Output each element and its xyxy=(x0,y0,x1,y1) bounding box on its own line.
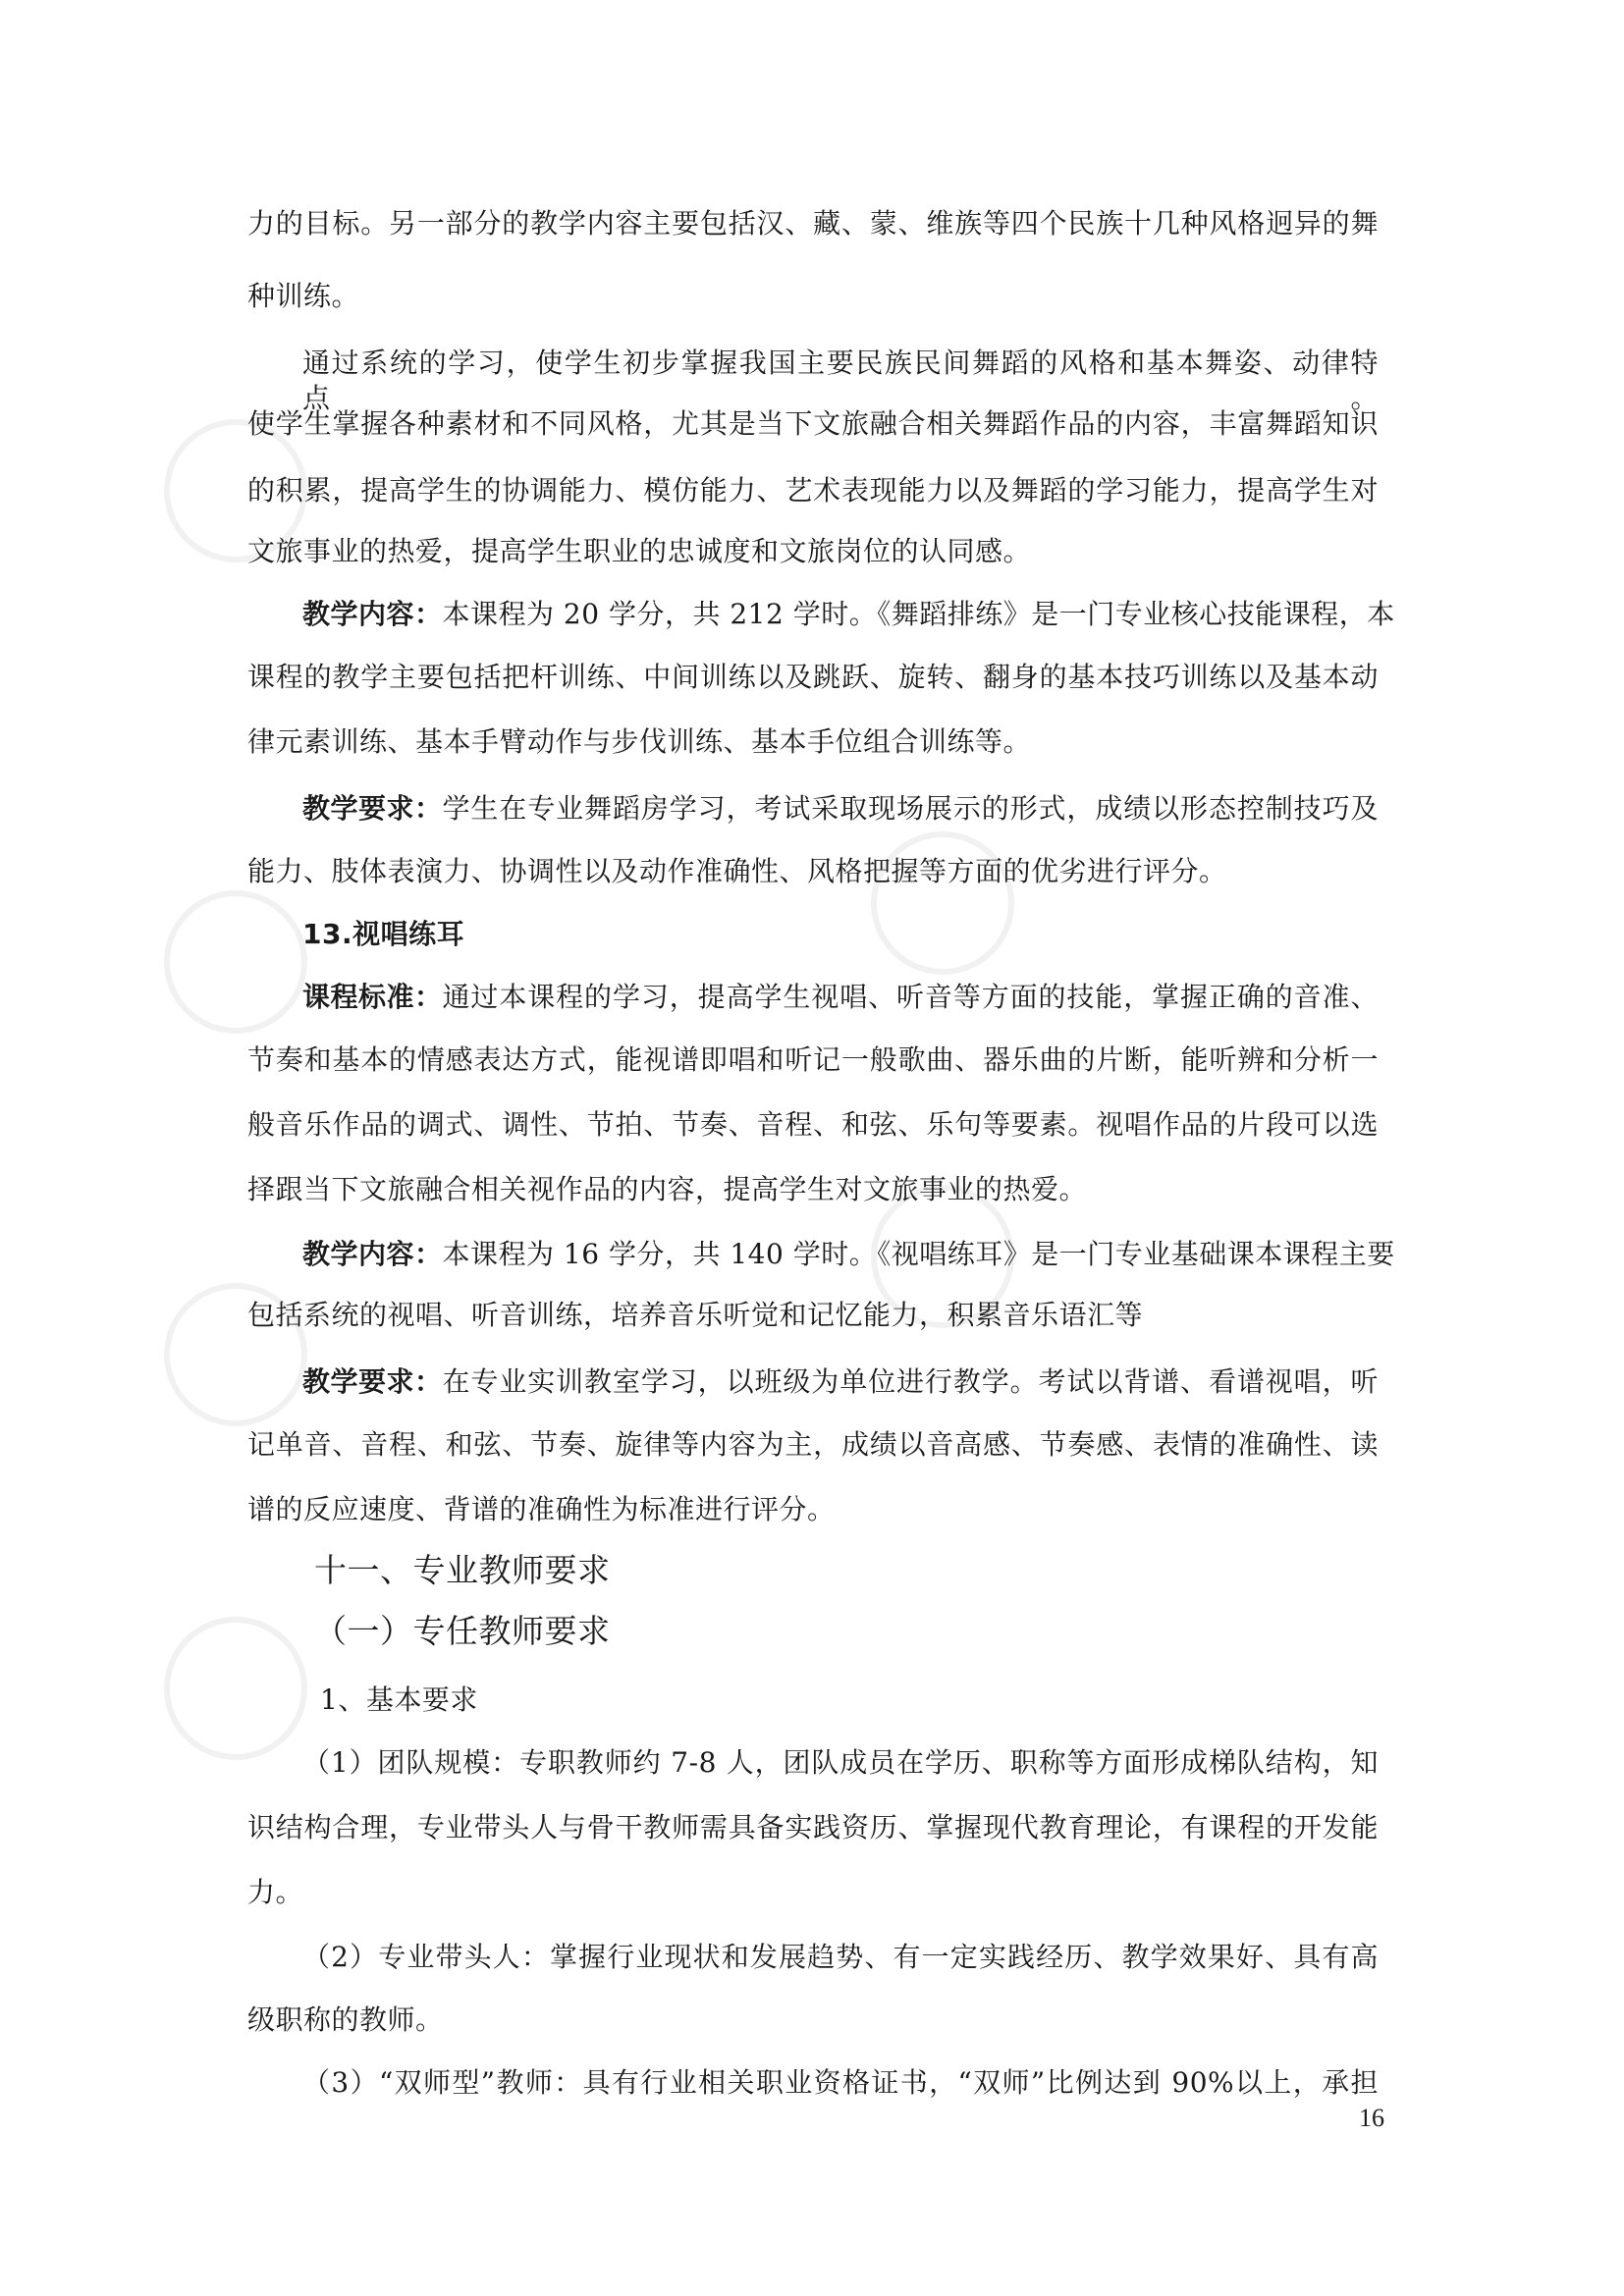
paragraph-line: 使学生掌握各种素材和不同风格，尤其是当下文旅融合相关舞蹈作品的内容，丰富舞蹈知识 xyxy=(247,407,1379,440)
paragraph-line: 的积累，提高学生的协调能力、模仿能力、艺术表现能力以及舞蹈的学习能力，提高学生对 xyxy=(247,474,1379,507)
paragraph-line xyxy=(302,791,1379,827)
paragraph-line: 般音乐作品的调式、调性、节拍、节奏、音程、和弦、乐句等要素。视唱作品的片段可以选 xyxy=(247,1108,1379,1141)
section-heading: （一）专任教师要求 xyxy=(314,1612,611,1650)
line-text: 通过本课程的学习，提高学生视唱、听音等方面的技能，掌握正确的音准、 xyxy=(442,981,1379,1013)
subsection-heading: 1、基本要求 xyxy=(320,1683,478,1716)
page-number: 16 xyxy=(1359,2104,1384,2132)
paragraph-line: （3）“双师型”教师：具有行业相关职业资格证书，“双师”比例达到 90%以上，承担 xyxy=(302,2066,1379,2099)
paragraph-line xyxy=(302,1364,1379,1400)
paragraph-line xyxy=(302,1237,1395,1272)
label-teaching-requirement: 教学要求： xyxy=(302,1365,443,1398)
paragraph-line: 力。 xyxy=(247,1876,304,1908)
paragraph-line: 节奏和基本的情感表达方式，能视谱即唱和听记一般歌曲、器乐曲的片断，能听辨和分析一 xyxy=(247,1043,1379,1076)
chapter-heading: 十一、专业教师要求 xyxy=(314,1551,611,1589)
line-text: 学生在专业舞蹈房学习，考试采取现场展示的形式，成绩以形态控制技巧及 xyxy=(442,792,1379,825)
paragraph-line: 课程的教学主要包括把杆训练、中间训练以及跳跃、旋转、翻身的基本技巧训练以及基本动 xyxy=(247,661,1379,693)
label-teaching-content: 教学内容： xyxy=(302,1238,443,1270)
paragraph-line: 文旅事业的热爱，提高学生职业的忠诚度和文旅岗位的认同感。 xyxy=(247,535,1032,567)
paragraph-line: 力的目标。另一部分的教学内容主要包括汉、藏、蒙、维族等四个民族十几种风格迥异的舞 xyxy=(247,207,1379,240)
paragraph-line: 通过系统的学习，使学生初步掌握我国主要民族民间舞蹈的风格和基本舞姿、动律特点。 xyxy=(302,347,1379,414)
label-teaching-requirement: 教学要求： xyxy=(302,792,443,825)
paragraph-line: 识结构合理，专业带头人与骨干教师需具备实践资历、掌握现代教育理论，有课程的开发能 xyxy=(247,1811,1379,1843)
line-text: 在专业实训教室学习，以班级为单位进行教学。考试以背谱、看谱视唱，听 xyxy=(442,1365,1379,1398)
label-teaching-content: 教学内容： xyxy=(302,598,443,630)
label-course-standard: 课程标准： xyxy=(302,981,443,1013)
line-text: 本课程为 16 学分，共 140 学时。《视唱练耳》是一门专业基础课本课程主要 xyxy=(442,1238,1395,1270)
paragraph-line: （2）专业带头人：掌握行业现状和发展趋势、有一定实践经历、教学效果好、具有高 xyxy=(302,1941,1379,1973)
paragraph-line: 包括系统的视唱、听音训练，培养音乐听觉和记忆能力，积累音乐语汇等 xyxy=(247,1299,1144,1331)
paragraph-line: （1）团队规模：专职教师约 7-8 人，团队成员在学历、职称等方面形成梯队结构，知 xyxy=(302,1746,1379,1779)
paragraph-line: 记单音、音程、和弦、节奏、旋律等内容为主，成绩以音高感、节奏感、表情的准确性、读 xyxy=(247,1428,1379,1461)
section-heading: 13.视唱练耳 xyxy=(302,918,465,950)
paragraph-line: 谱的反应速度、背谱的准确性为标准进行评分。 xyxy=(247,1493,836,1525)
paragraph-line: 择跟当下文旅融合相关视作品的内容，提高学生对文旅事业的热爱。 xyxy=(247,1173,1088,1205)
paragraph-line xyxy=(302,597,1395,632)
paragraph-line: 级职称的教师。 xyxy=(247,2003,444,2036)
line-text: 本课程为 20 学分，共 212 学时。《舞蹈排练》是一门专业核心技能课程，本 xyxy=(442,598,1395,630)
paragraph-line xyxy=(302,980,1379,1015)
paragraph-line: 律元素训练、基本手臂动作与步伐训练、基本手位组合训练等。 xyxy=(247,725,1032,758)
paragraph-line: 种训练。 xyxy=(247,280,360,312)
paragraph-line: 能力、肢体表演力、协调性以及动作准确性、风格把握等方面的优劣进行评分。 xyxy=(247,855,1227,887)
